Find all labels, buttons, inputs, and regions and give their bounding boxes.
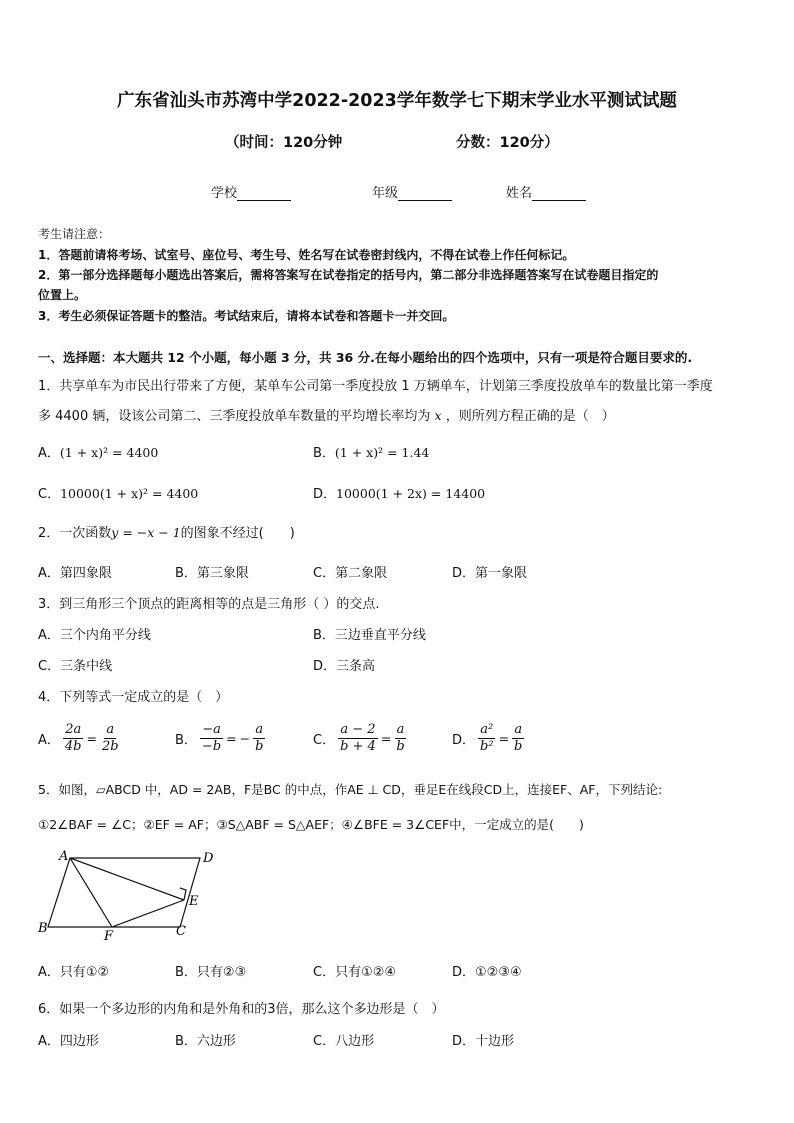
note-1: 1．答题前请将考场、试室号、座位号、考生号、姓名写在试卷密封线内，不得在试卷上作任何标记。 [38,248,575,262]
grade-blank [398,186,452,201]
point-e-label: E [189,894,199,909]
exam-score: 分数：120分） [456,135,559,151]
note-2: 2．第一部分选择题每小题选出答案后，需将答案写在试卷指定的括号内，第二部分非选择题答案写在试卷题目指定的 [38,268,659,282]
q1-stem-line2: 多 4400 辆，设该公司第二、三季度投放单车数量的平均增长率均为 x ，则所列方程正确的是（ ） [38,408,615,424]
q6-option-c[interactable]: C．八边形 [313,1034,375,1049]
q5-option-c[interactable]: C．只有①②④ [313,965,397,980]
q6-option-b[interactable]: B．六边形 [175,1034,236,1049]
school-field [211,182,291,201]
q4-option-b[interactable]: B． $\frac{-a}{-b}$ = − $\frac{a}{b}$ [175,722,264,754]
q5-stem-line2: ①2∠BAF = ∠C；②EF = AF；③S△ABF = S△AEF；④∠BFE = 3∠CEF中，一定成立的是( ) [38,817,584,832]
right-angle-mark [180,888,186,900]
q1-variable: x [434,408,442,423]
note-2-cont: 位置上。 [38,288,87,302]
q5-option-b[interactable]: B．只有②③ [175,965,247,980]
fraction: $\frac{a}{b}$ [514,722,523,754]
note-3: 3．考生必须保证答题卡的整洁。考试结束后，请将本试卷和答题卡一并交回。 [38,309,455,323]
q5-stem-line1: 5．如图，▱ABCD 中，AD = 2AB，F是BC 的中点，作AE ⊥ CD，垂足E在线段CD上，连接EF、AF，下列结论: [38,782,663,797]
q4-option-d[interactable]: D． $\frac{\text{a²}}{\text{b²}}$ = $\frac{a}{b}$ [452,722,523,754]
fraction: $\frac{-a}{-b}$ [201,722,222,754]
fraction: $\frac{a}{b}$ [396,722,405,754]
q3-option-d[interactable]: D．三条高 [313,659,376,674]
point-c-label: C [176,924,186,939]
segment-ae [70,858,184,900]
school-label: 学校 [211,186,238,201]
q2-option-a[interactable]: A．第四象限 [38,566,112,581]
q1-stem-line1: 1．共享单车为市民出行带来了方便，某单车公司第一季度投放 1 万辆单车，计划第三季度投放单车的数量比第一季度 [38,379,713,394]
fraction: $\frac{\text{a²}}{\text{b²}}$ [480,722,494,754]
exam-time: （时间：120分钟 [225,135,343,151]
q4-option-c[interactable]: C． $\frac{a - 2}{b + 4}$ = $\frac{a}{b}$ [313,722,405,754]
fraction: $\frac{a}{b}$ [255,722,264,754]
q2-option-c[interactable]: C．第二象限 [313,566,388,581]
name-field [506,182,586,201]
exam-title: 广东省汕头市苏湾中学2022-2023学年数学七下期末学业水平测试试题 [117,91,677,111]
fraction: $\frac{2a}{4b}$ [64,722,82,754]
q2-option-b[interactable]: B．第三象限 [175,566,249,581]
q4-option-a[interactable]: A． $\frac{2a}{4b}$ = $\frac{a}{2b}$ [38,722,119,754]
point-f-label: F [104,929,114,942]
q6-option-a[interactable]: A．四边形 [38,1034,99,1049]
grade-field [372,182,452,201]
parallelogram-figure [36,846,226,942]
q2-stem: 2．一次函数y = −x − 1的图象不经过( ) [38,525,295,541]
q5-option-d[interactable]: D．①②③④ [452,965,522,980]
q3-option-b[interactable]: B．三边垂直平分线 [313,628,426,643]
name-blank [532,186,586,201]
q1-option-c[interactable]: C．10000(1 + x)² = 4400 [38,486,199,502]
parallelogram-abcd [48,858,200,927]
point-a-label: A [59,849,69,864]
q6-option-d[interactable]: D．十边形 [452,1034,515,1049]
segment-fe [112,900,184,927]
q1-option-d[interactable]: D．10000(1 + 2x) = 14400 [313,486,486,502]
q4-stem: 4．下列等式一定成立的是（ ） [38,690,229,705]
q3-option-c[interactable]: C．三条中线 [38,659,113,674]
q3-stem: 3．到三角形三个顶点的距离相等的点是三角形（ ）的交点. [38,597,380,612]
grade-label: 年级 [372,186,399,201]
name-label: 姓名 [506,186,533,201]
fraction: $\frac{a - 2}{b + 4}$ [340,722,376,754]
q6-stem: 6．如果一个多边形的内角和是外角和的3倍，那么这个多边形是（ ） [38,1002,445,1017]
point-d-label: D [203,851,214,866]
school-blank [237,186,291,201]
q2-option-d[interactable]: D．第一象限 [452,566,528,581]
notes-heading: 考生请注意： [38,227,111,241]
q3-option-a[interactable]: A．三个内角平分线 [38,628,151,643]
q5-option-a[interactable]: A．只有①② [38,965,110,980]
segment-af [70,858,112,927]
q2-function: y = −x − 1 [111,525,181,540]
point-b-label: B [38,921,48,936]
section-heading: 一、选择题：本大题共 12 个小题，每小题 3 分，共 36 分.在每小题给出的四个选项中，只有一项是符合题目要求的. [38,350,693,365]
q1-option-b[interactable]: B．(1 + x)² = 1.44 [313,445,430,461]
q1-option-a[interactable]: A．(1 + x)² = 4400 [38,445,159,461]
fraction: $\frac{a}{2b}$ [101,722,119,754]
